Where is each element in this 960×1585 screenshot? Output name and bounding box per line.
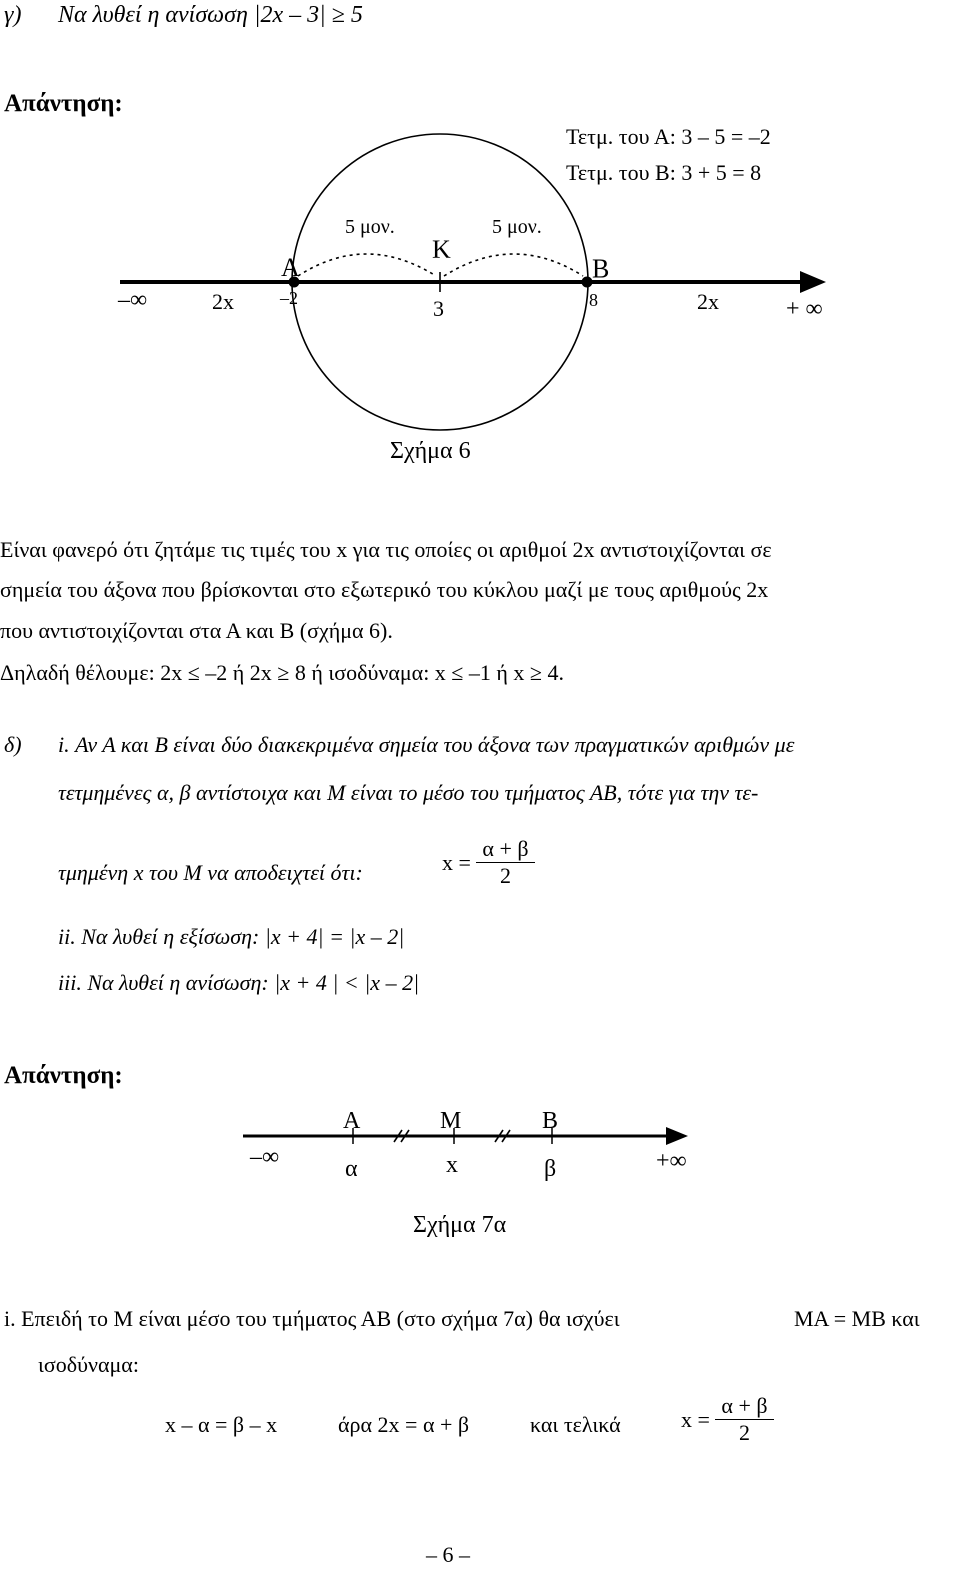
axis-arrow-7a	[666, 1127, 688, 1145]
solution-equation-2: άρα 2x = α + β	[338, 1412, 470, 1437]
arc-left	[298, 254, 436, 276]
formula-denominator: 2	[476, 862, 534, 889]
solution-equation-1: x – α = β – x	[165, 1412, 278, 1437]
value-b-label-7a: β	[544, 1156, 557, 1182]
midpoint-formula	[442, 836, 535, 889]
neg-infinity-label-7a: –∞	[250, 1144, 280, 1170]
paragraph-line-1: Είναι φανερό ότι ζητάμε τις τιμές του x για τις οποίες οι αριθμοί 2x αντιστοιχίζονται σε	[0, 537, 772, 562]
answer-heading-g: Απάντηση:	[4, 90, 123, 117]
solution-fraction	[715, 1393, 773, 1446]
figure-6-caption: Σχήμα 6	[390, 438, 471, 464]
center-k-label: Κ	[432, 235, 451, 264]
pos-infinity-label: + ∞	[786, 296, 823, 322]
pos-infinity-label-7a: +∞	[656, 1148, 687, 1174]
formula-numerator: α + β	[482, 836, 529, 861]
arc-right	[444, 254, 583, 276]
value-x-label-7a: x	[446, 1152, 458, 1178]
right-2x-label: 2x	[697, 289, 719, 314]
item-iii: iii. Να λυθεί η ανίσωση: |x + 4 | < |x – 2|	[58, 970, 420, 995]
solution-final-formula	[681, 1393, 774, 1446]
solution-numerator: α + β	[721, 1393, 768, 1418]
problem-g-label: γ)	[4, 2, 22, 28]
solution-line-1: i. Επειδή το Μ είναι μέσο του τμήματος ΑΒ (στο σχήμα 7α) θα ισχύει	[4, 1306, 620, 1331]
item-ii: ii. Να λυθεί η εξίσωση: |x + 4| = |x – 2|	[58, 924, 405, 949]
formula-fraction	[476, 836, 534, 889]
problem-g-statement: Να λυθεί η ανίσωση |2x – 3| ≥ 5	[58, 2, 363, 28]
figure-7a-caption: Σχήμα 7α	[413, 1212, 507, 1238]
figure-7a	[0, 1100, 960, 1210]
axis-arrow	[800, 271, 826, 293]
tick-b-label: 8	[589, 290, 598, 310]
paragraph-line-2: σημεία του άξονα που βρίσκονται στο εξωτερικό του κύκλου μαζί με τους αριθμούς 2x	[0, 577, 769, 602]
problem-d-line-3: τμημένη x του Μ να αποδειχτεί ότι:	[58, 860, 363, 885]
solution-denominator: 2	[715, 1419, 773, 1446]
point-b-label: Β	[592, 254, 610, 283]
problem-d-line-2: τετμημένες α, β αντίστοιχα και Μ είναι το μέσο του τμήματος ΑΒ, τότε για την τε-	[58, 780, 759, 805]
tick-a-label: –2	[280, 288, 298, 308]
page-number: – 6 –	[426, 1542, 470, 1567]
solution-line-2: ισοδύναμα:	[38, 1352, 139, 1377]
tick-k-label: 3	[433, 296, 444, 321]
figure-6	[0, 0, 960, 440]
problem-d-line-1: i. Αν Α και Β είναι δύο διακεκριμένα σημεία του άξονα των πραγματικών αριθμών με	[58, 732, 795, 757]
solution-lhs: x =	[681, 1406, 710, 1432]
coordinate-b: Τετμ. του Β: 3 + 5 = 8	[566, 160, 762, 185]
formula-lhs: x =	[442, 849, 471, 875]
point-m-label-7a: Μ	[440, 1108, 462, 1134]
solution-connector: και τελικά	[530, 1412, 621, 1437]
paragraph-line-3: που αντιστοιχίζονται στα Α και Β (σχήμα 6).	[0, 618, 393, 643]
neg-infinity-label: –∞	[118, 287, 148, 313]
units-left-label: 5 μον.	[345, 216, 395, 238]
value-a-label-7a: α	[345, 1156, 358, 1182]
coordinate-a: Τετμ. του Α: 3 – 5 = –2	[566, 124, 771, 149]
solution-line-1-end: ΜΑ = ΜΒ και	[794, 1306, 920, 1331]
units-right-label: 5 μον.	[492, 216, 542, 238]
answer-heading-d: Απάντηση:	[4, 1062, 123, 1089]
conclusion-line: Δηλαδή θέλουμε: 2x ≤ –2 ή 2x ≥ 8 ή ισοδύναμα: x ≤ –1 ή x ≥ 4.	[0, 660, 564, 685]
left-2x-label: 2x	[212, 289, 234, 314]
point-a-label: Α	[281, 253, 300, 282]
problem-d-label: δ)	[4, 732, 22, 757]
point-a-label-7a: Α	[343, 1108, 361, 1134]
point-b-label-7a: Β	[542, 1108, 559, 1134]
point-b-dot	[582, 277, 593, 288]
